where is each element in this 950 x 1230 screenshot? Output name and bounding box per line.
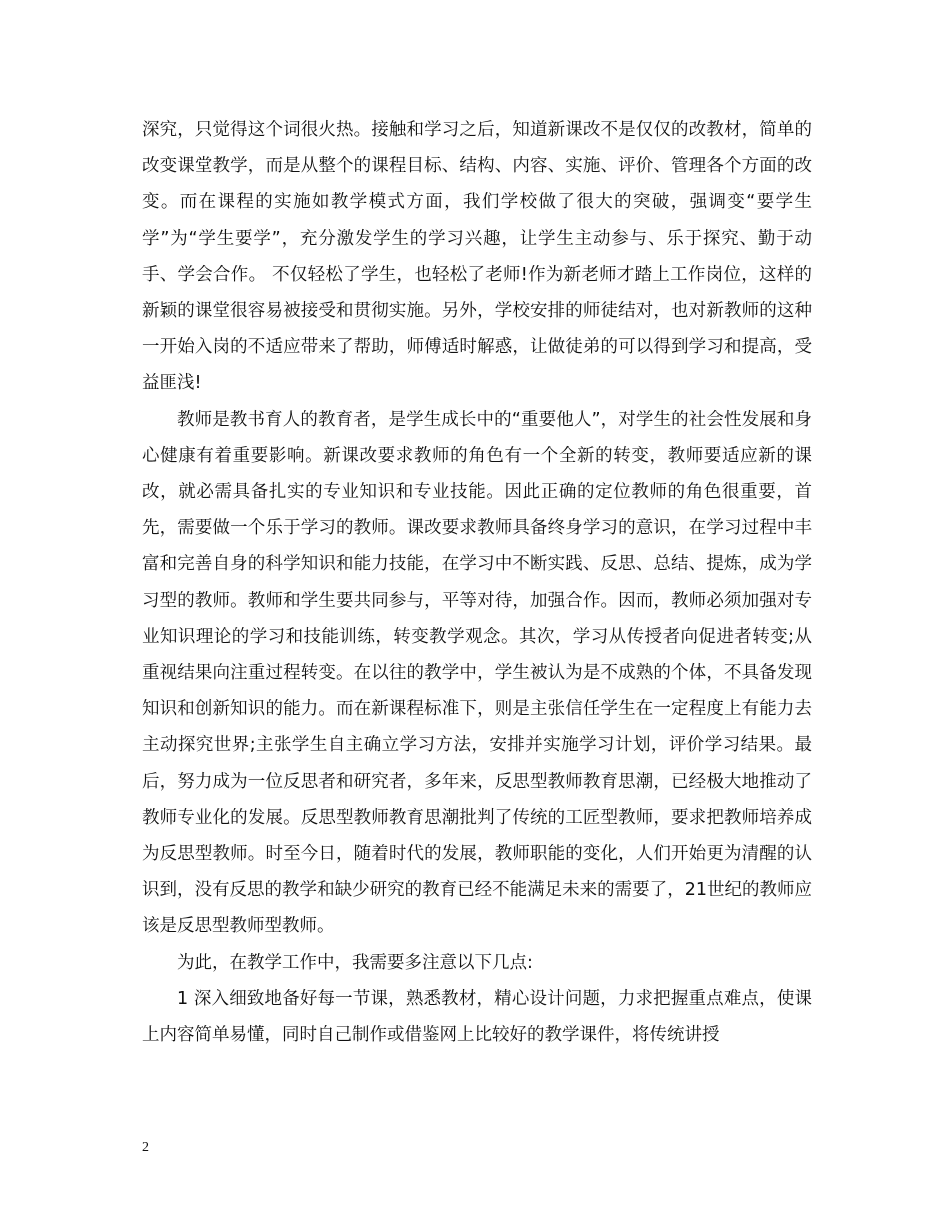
paragraph-2: 教师是教书育人的教育者，是学生成长中的“重要他人”，对学生的社会性发展和身心健康有着重要影响。新课改要求教师的角色有一个全新的转变，教师要适应新的课改，就必需具备扎实的专业知识和专业技能。因此正确的定位教师的角色很重要，首先，需要做一个乐于学习的教师。课改要求教师具备终身学习的意识，在学习过程中丰富和完善自身的科学知识和能力技能，在学习中不断实践、反思、总结、提炼，成为学习型的教师。教师和学生要共同参与，平等对待，加强合作。因而，教师必须加强对专业知识理论的学习和技能训练，转变教学观念。其次，学习从传授者向促进者转变;从重视结果向注重过程转变。在以往的教学中，学生被认为是不成熟的个体，不具备发现知识和创新知识的能力。而在新课程标准下，则是主张信任学生在一定程度上有能力去主动探究世界;主张学生自主确立学习方法，安排并实施学习计划，评价学习结果。最后，努力成为一位反思者和研究者，多年来，反思型教师教育思潮，已经极大地推动了教师专业化的发展。反思型教师教育思潮批判了传统的工匠型教师，要求把教师培养成为反思型教师。时至今日，随着时代的发展，教师职能的变化，人们开始更为清醒的认识到，没有反思的教学和缺少研究的教育已经不能满足未来的需要了，21世纪的教师应该是反思型教师型教师。 — [142, 409, 812, 937]
document-body — [142, 112, 812, 1053]
paragraph-3: 为此，在教学工作中，我需要多注意以下几点: — [177, 952, 533, 973]
paragraph-4: 1 深入细致地备好每一节课，熟悉教材，精心设计问题，力求把握重点难点，使课上内容简单易懂，同时自己制作或借鉴网上比较好的教学课件，将传统讲授 — [142, 988, 812, 1046]
paragraph-1: 深究，只觉得这个词很火热。接触和学习之后，知道新课改不是仅仅的改教材，简单的改变课堂教学，而是从整个的课程目标、结构、内容、实施、评价、管理各个方面的改变。而在课程的实施如教学模式方面，我们学校做了很大的突破，强调变“要学生学”为“学生要学”，充分激发学生的学习兴趣，让学生主动参与、乐于探究、勤于动手、学会合作。 不仅轻松了学生，也轻松了老师!作为新老师才踏上工作岗位，这样的新颖的课堂很容易被接受和贯彻实施。另外，学校安排的师徒结对，也对新教师的这种一开始入岗的不适应带来了帮助，师傅适时解惑，让做徒弟的可以得到学习和提高，受益匪浅! — [142, 120, 812, 394]
page-number: 2 — [142, 1140, 149, 1155]
